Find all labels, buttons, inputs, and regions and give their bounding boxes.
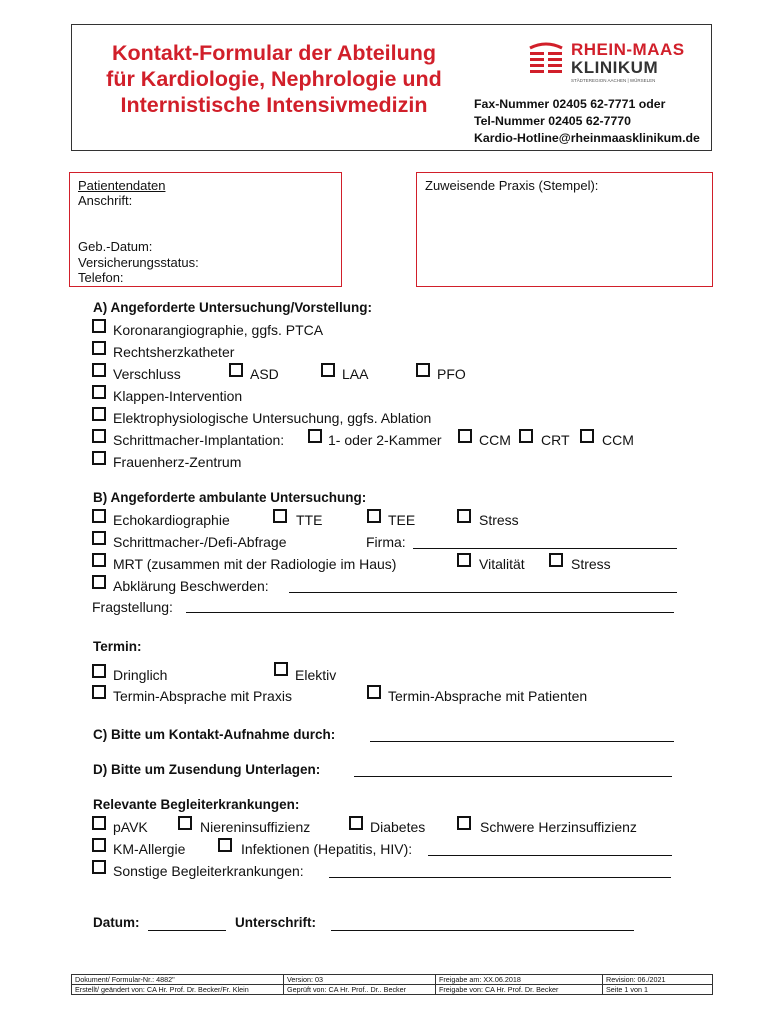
footer-cell-freigabe-von: Freigabe von: CA Hr. Prof. Dr. Becker	[436, 985, 603, 995]
checkbox-asd[interactable]	[229, 363, 243, 377]
abklaerung-label: Abklärung Beschwerden:	[113, 578, 269, 594]
checkbox-tte[interactable]	[273, 509, 287, 523]
footer-cell-erstellt: Erstellt/ geändert von: CA Hr. Prof. Dr. Becker/Fr. Klein	[72, 985, 284, 995]
termin-patienten-label: Termin-Absprache mit Patienten	[388, 688, 588, 704]
footer-cell-docnr: Dokument/ Formular-Nr.: 4882"	[72, 975, 284, 985]
footer-row-2	[72, 985, 713, 995]
tel-number: Tel-Nummer 02405 62-7770	[474, 114, 631, 128]
checkbox-elektro[interactable]	[92, 407, 106, 421]
checkbox-klappen[interactable]	[92, 385, 106, 399]
checkbox-stress-1[interactable]	[457, 509, 471, 523]
checkbox-mrt[interactable]	[92, 553, 106, 567]
klappen-label: Klappen-Intervention	[113, 388, 243, 404]
checkbox-koronar[interactable]	[92, 319, 106, 333]
checkbox-crt[interactable]	[519, 429, 533, 443]
infektionen-input-line[interactable]	[428, 855, 672, 856]
footer-cell-version: Version: 03	[284, 975, 436, 985]
asd-label: ASD	[250, 366, 279, 382]
vitalitaet-label: Vitalität	[479, 556, 525, 572]
form-title	[78, 40, 470, 118]
echo-label: Echokardiographie	[113, 512, 230, 528]
datum-label: Datum:	[93, 915, 140, 930]
diabetes-label: Diabetes	[370, 819, 426, 835]
firma-label: Firma:	[366, 534, 406, 550]
sonstige-input-line[interactable]	[329, 877, 671, 878]
frauenherz-label: Frauenherz-Zentrum	[113, 454, 242, 470]
telefon-label: Telefon:	[78, 270, 124, 285]
crt-label: CRT	[541, 432, 570, 448]
logo-mark-icon	[527, 40, 565, 78]
checkbox-termin-praxis[interactable]	[92, 685, 106, 699]
ccm-1-label: CCM	[479, 432, 511, 448]
title-line-3: Internistische Intensivmedizin	[120, 93, 428, 117]
logo-line1: RHEIN-MAAS	[571, 40, 685, 59]
kammer-label: 1- oder 2-Kammer	[328, 432, 442, 448]
fragestellung-input-line[interactable]	[186, 612, 674, 613]
checkbox-abklaerung[interactable]	[92, 575, 106, 589]
geb-datum-label: Geb.-Datum:	[78, 239, 153, 254]
checkbox-km-allergie[interactable]	[92, 838, 106, 852]
checkbox-infektionen[interactable]	[218, 838, 232, 852]
logo-tagline: STÄDTEREGION AACHEN | WÜRSELEN	[571, 78, 656, 83]
footer-cell-freigabe-am: Freigabe am: XX.06.2018	[436, 975, 603, 985]
checkbox-echo[interactable]	[92, 509, 106, 523]
unterlagen-input-line[interactable]	[354, 776, 672, 777]
firma-input-line[interactable]	[413, 548, 677, 549]
stress-2-label: Stress	[571, 556, 611, 572]
anschrift-label: Anschrift:	[78, 193, 133, 208]
checkbox-elektiv[interactable]	[274, 662, 288, 676]
section-b-heading: B) Angeforderte ambulante Untersuchung:	[93, 490, 367, 505]
dringlich-label: Dringlich	[113, 667, 168, 683]
checkbox-laa[interactable]	[321, 363, 335, 377]
ccm-2-label: CCM	[602, 432, 634, 448]
checkbox-kammer[interactable]	[308, 429, 322, 443]
elektro-label: Elektrophysiologische Untersuchung, ggfs. Ablation	[113, 410, 432, 426]
begleit-heading: Relevante Begleiterkrankungen:	[93, 797, 300, 812]
sonstige-label: Sonstige Begleiterkrankungen:	[113, 863, 304, 879]
schrittmacher-label: Schrittmacher-Implantation:	[113, 432, 285, 448]
tee-label: TEE	[388, 512, 416, 528]
section-a-heading: A) Angeforderte Untersuchung/Vorstellung:	[93, 300, 373, 315]
elektiv-label: Elektiv	[295, 667, 337, 683]
footer-cell-geprueft: Geprüft von: CA Hr. Prof.. Dr.. Becker	[284, 985, 436, 995]
hotline-email[interactable]: Kardio-Hotline@rheinmaasklinikum.de	[474, 131, 700, 145]
checkbox-ccm-1[interactable]	[458, 429, 472, 443]
fragestellung-label: Fragstellung:	[92, 599, 173, 615]
niere-label: Niereninsuffizienz	[200, 819, 311, 835]
footer-cell-revision: Revision: 06./2021	[603, 975, 713, 985]
logo-line2: KLINIKUM	[571, 58, 659, 77]
checkbox-frauenherz[interactable]	[92, 451, 106, 465]
km-allergie-label: KM-Allergie	[113, 841, 186, 857]
checkbox-pfo[interactable]	[416, 363, 430, 377]
checkbox-diabetes[interactable]	[349, 816, 363, 830]
pavk-label: pAVK	[113, 819, 148, 835]
checkbox-schrittmacher[interactable]	[92, 429, 106, 443]
infektionen-label: Infektionen (Hepatitis, HIV):	[241, 841, 413, 857]
checkbox-pavk[interactable]	[92, 816, 106, 830]
kontakt-input-line[interactable]	[370, 741, 674, 742]
datum-input-line[interactable]	[148, 930, 226, 931]
checkbox-sonstige[interactable]	[92, 860, 106, 874]
checkbox-dringlich[interactable]	[92, 664, 106, 678]
tte-label: TTE	[296, 512, 323, 528]
pfo-label: PFO	[437, 366, 466, 382]
footer-table	[71, 974, 713, 995]
versicherungsstatus-label: Versicherungsstatus:	[78, 255, 199, 270]
verschluss-label: Verschluss	[113, 366, 181, 382]
stress-1-label: Stress	[479, 512, 519, 528]
koronar-label: Koronarangiographie, ggfs. PTCA	[113, 322, 324, 338]
checkbox-defi[interactable]	[92, 531, 106, 545]
checkbox-vitalitaet[interactable]	[457, 553, 471, 567]
defi-label: Schrittmacher-/Defi-Abfrage	[113, 534, 287, 550]
herzinsuffizienz-label: Schwere Herzinsuffizienz	[480, 819, 637, 835]
praxis-label: Zuweisende Praxis (Stempel):	[425, 178, 599, 193]
title-line-1: Kontakt-Formular der Abteilung	[111, 41, 437, 65]
mrt-label: MRT (zusammen mit der Radiologie im Haus)	[113, 556, 397, 572]
fax-number: Fax-Nummer 02405 62-7771 oder	[474, 97, 666, 111]
checkbox-verschluss[interactable]	[92, 363, 106, 377]
clinic-logo	[527, 40, 685, 90]
section-d-heading: D) Bitte um Zusendung Unterlagen:	[93, 762, 321, 777]
checkbox-ccm-2[interactable]	[580, 429, 594, 443]
checkbox-tee[interactable]	[367, 509, 381, 523]
laa-label: LAA	[342, 366, 369, 382]
unterschrift-input-line[interactable]	[331, 930, 634, 931]
checkbox-rechtsherz[interactable]	[92, 341, 106, 355]
title-line-2: für Kardiologie, Nephrologie und	[106, 67, 442, 91]
termin-heading: Termin:	[93, 639, 142, 654]
termin-praxis-label: Termin-Absprache mit Praxis	[113, 688, 292, 704]
section-c-heading: C) Bitte um Kontakt-Aufnahme durch:	[93, 727, 336, 742]
checkbox-herzinsuffizienz[interactable]	[457, 816, 471, 830]
abklaerung-input-line[interactable]	[289, 592, 677, 593]
unterschrift-label: Unterschrift:	[235, 915, 317, 930]
checkbox-niere[interactable]	[178, 816, 192, 830]
footer-cell-seite: Seite 1 von 1	[603, 985, 713, 995]
checkbox-termin-patienten[interactable]	[367, 685, 381, 699]
patient-data-heading: Patientendaten	[78, 178, 166, 193]
checkbox-stress-2[interactable]	[549, 553, 563, 567]
rechtsherz-label: Rechtsherzkatheter	[113, 344, 235, 360]
footer-row-1	[72, 975, 713, 985]
